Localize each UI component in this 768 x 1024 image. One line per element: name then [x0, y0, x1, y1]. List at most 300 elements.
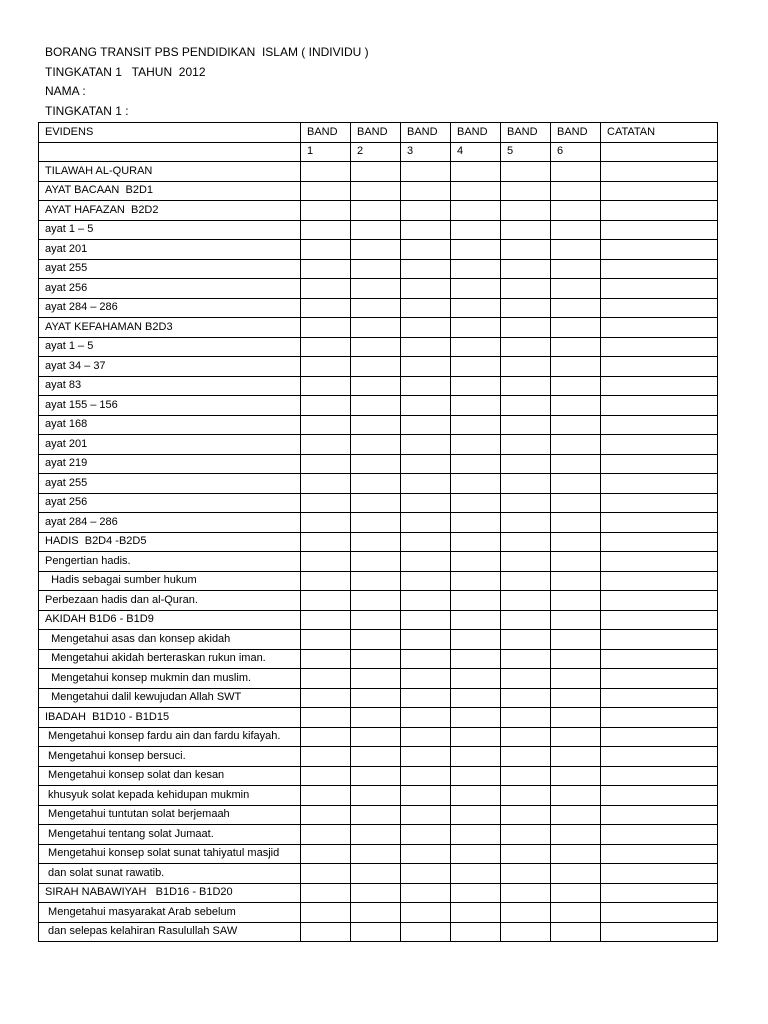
notes-cell[interactable]: [601, 162, 718, 182]
band-1-cell[interactable]: [301, 532, 351, 552]
band-3-cell[interactable]: [401, 883, 451, 903]
evidence-cell: ayat 201: [39, 240, 301, 260]
band-5-cell[interactable]: [501, 747, 551, 767]
band-1-cell[interactable]: [301, 552, 351, 572]
band-2-cell[interactable]: [351, 376, 401, 396]
band-number: 1: [301, 142, 351, 162]
band-1-cell[interactable]: [301, 903, 351, 923]
notes-cell[interactable]: [601, 727, 718, 747]
band-2-cell[interactable]: [351, 844, 401, 864]
band-4-cell[interactable]: [451, 318, 501, 338]
band-6-cell[interactable]: [551, 376, 601, 396]
band-3-cell[interactable]: [401, 357, 451, 377]
band-4-cell[interactable]: [451, 376, 501, 396]
band-6-cell[interactable]: [551, 766, 601, 786]
band-6-cell[interactable]: [551, 337, 601, 357]
band-4-cell[interactable]: [451, 688, 501, 708]
band-1-cell[interactable]: [301, 493, 351, 513]
band-2-cell[interactable]: [351, 571, 401, 591]
band-5-cell[interactable]: [501, 337, 551, 357]
band-2-cell[interactable]: [351, 864, 401, 884]
band-5-cell[interactable]: [501, 298, 551, 318]
band-5-cell[interactable]: [501, 591, 551, 611]
band-number: 3: [401, 142, 451, 162]
band-1-cell[interactable]: [301, 298, 351, 318]
band-6-cell[interactable]: [551, 591, 601, 611]
band-6-cell[interactable]: [551, 903, 601, 923]
band-3-cell[interactable]: [401, 201, 451, 221]
band-4-cell[interactable]: [451, 259, 501, 279]
band-2-cell[interactable]: [351, 181, 401, 201]
notes-cell[interactable]: [601, 220, 718, 240]
band-2-cell[interactable]: [351, 318, 401, 338]
band-5-cell[interactable]: [501, 786, 551, 806]
band-1-cell[interactable]: [301, 825, 351, 845]
notes-cell[interactable]: [601, 532, 718, 552]
band-1-cell[interactable]: [301, 786, 351, 806]
notes-cell[interactable]: [601, 747, 718, 767]
band-1-cell[interactable]: [301, 591, 351, 611]
notes-cell[interactable]: [601, 786, 718, 806]
band-2-cell[interactable]: [351, 474, 401, 494]
band-5-cell[interactable]: [501, 181, 551, 201]
band-3-cell[interactable]: [401, 474, 451, 494]
band-3-cell[interactable]: [401, 688, 451, 708]
notes-cell[interactable]: [601, 805, 718, 825]
notes-cell[interactable]: [601, 181, 718, 201]
band-3-cell[interactable]: [401, 220, 451, 240]
band-1-cell[interactable]: [301, 669, 351, 689]
band-2-cell[interactable]: [351, 162, 401, 182]
band-6-cell[interactable]: [551, 240, 601, 260]
band-2-cell[interactable]: [351, 532, 401, 552]
band-number: 2: [351, 142, 401, 162]
band-5-cell[interactable]: [501, 844, 551, 864]
band-2-cell[interactable]: [351, 747, 401, 767]
table-row: [39, 610, 718, 630]
band-1-cell[interactable]: [301, 337, 351, 357]
band-5-cell[interactable]: [501, 727, 551, 747]
band-2-cell[interactable]: [351, 220, 401, 240]
band-2-cell[interactable]: [351, 435, 401, 455]
band-3-cell[interactable]: [401, 649, 451, 669]
band-6-cell[interactable]: [551, 805, 601, 825]
band-5-cell[interactable]: [501, 649, 551, 669]
band-6-cell[interactable]: [551, 454, 601, 474]
band-5-cell[interactable]: [501, 162, 551, 182]
band-2-cell[interactable]: [351, 669, 401, 689]
notes-cell[interactable]: [601, 493, 718, 513]
evidence-cell: Mengetahui konsep fardu ain dan fardu kifayah.: [39, 727, 301, 747]
band-5-cell[interactable]: [501, 903, 551, 923]
band-3-cell[interactable]: [401, 396, 451, 416]
band-3-cell[interactable]: [401, 591, 451, 611]
band-1-cell[interactable]: [301, 415, 351, 435]
band-6-cell[interactable]: [551, 825, 601, 845]
band-4-cell[interactable]: [451, 298, 501, 318]
band-5-cell[interactable]: [501, 805, 551, 825]
band-4-cell[interactable]: [451, 708, 501, 728]
band-3-cell[interactable]: [401, 337, 451, 357]
band-2-cell[interactable]: [351, 805, 401, 825]
band-header: BAND: [451, 123, 501, 143]
notes-cell[interactable]: [601, 883, 718, 903]
band-2-cell[interactable]: [351, 688, 401, 708]
band-4-cell[interactable]: [451, 669, 501, 689]
band-5-cell[interactable]: [501, 708, 551, 728]
band-3-cell[interactable]: [401, 844, 451, 864]
band-6-cell[interactable]: [551, 493, 601, 513]
notes-cell[interactable]: [601, 669, 718, 689]
band-1-cell[interactable]: [301, 630, 351, 650]
table-row: [39, 591, 718, 611]
band-1-cell[interactable]: [301, 454, 351, 474]
band-3-cell[interactable]: [401, 825, 451, 845]
table-row: [39, 571, 718, 591]
band-3-cell[interactable]: [401, 571, 451, 591]
band-4-cell[interactable]: [451, 727, 501, 747]
band-2-cell[interactable]: [351, 337, 401, 357]
notes-cell[interactable]: [601, 844, 718, 864]
band-4-cell[interactable]: [451, 649, 501, 669]
band-5-cell[interactable]: [501, 610, 551, 630]
notes-cell[interactable]: [601, 649, 718, 669]
evidence-cell: Mengetahui asas dan konsep akidah: [39, 630, 301, 650]
band-2-cell[interactable]: [351, 786, 401, 806]
band-1-cell[interactable]: [301, 864, 351, 884]
band-6-cell[interactable]: [551, 357, 601, 377]
band-5-cell[interactable]: [501, 454, 551, 474]
band-5-cell[interactable]: [501, 201, 551, 221]
table-row: [39, 864, 718, 884]
band-5-cell[interactable]: [501, 630, 551, 650]
band-6-cell[interactable]: [551, 396, 601, 416]
band-6-cell[interactable]: [551, 259, 601, 279]
band-1-cell[interactable]: [301, 883, 351, 903]
band-2-cell[interactable]: [351, 883, 401, 903]
band-3-cell[interactable]: [401, 552, 451, 572]
band-6-cell[interactable]: [551, 669, 601, 689]
band-1-cell[interactable]: [301, 162, 351, 182]
band-4-cell[interactable]: [451, 357, 501, 377]
notes-cell[interactable]: [601, 318, 718, 338]
band-1-cell[interactable]: [301, 649, 351, 669]
notes-cell[interactable]: [601, 630, 718, 650]
band-4-cell[interactable]: [451, 591, 501, 611]
band-5-cell[interactable]: [501, 396, 551, 416]
band-1-cell[interactable]: [301, 747, 351, 767]
band-5-cell[interactable]: [501, 766, 551, 786]
band-4-cell[interactable]: [451, 552, 501, 572]
band-5-cell[interactable]: [501, 240, 551, 260]
band-3-cell[interactable]: [401, 415, 451, 435]
band-4-cell[interactable]: [451, 766, 501, 786]
band-4-cell[interactable]: [451, 844, 501, 864]
table-row: [39, 786, 718, 806]
band-1-cell[interactable]: [301, 474, 351, 494]
band-2-cell[interactable]: [351, 610, 401, 630]
band-5-cell[interactable]: [501, 435, 551, 455]
band-1-cell[interactable]: [301, 396, 351, 416]
band-1-cell[interactable]: [301, 220, 351, 240]
band-5-cell[interactable]: [501, 259, 551, 279]
band-3-cell[interactable]: [401, 903, 451, 923]
band-6-cell[interactable]: [551, 864, 601, 884]
band-4-cell[interactable]: [451, 474, 501, 494]
band-3-cell[interactable]: [401, 708, 451, 728]
band-4-cell[interactable]: [451, 279, 501, 299]
band-5-cell[interactable]: [501, 883, 551, 903]
band-3-cell[interactable]: [401, 786, 451, 806]
band-6-cell[interactable]: [551, 298, 601, 318]
band-6-cell[interactable]: [551, 318, 601, 338]
band-3-cell[interactable]: [401, 610, 451, 630]
band-2-cell[interactable]: [351, 708, 401, 728]
band-4-cell[interactable]: [451, 337, 501, 357]
band-4-cell[interactable]: [451, 825, 501, 845]
band-1-cell[interactable]: [301, 240, 351, 260]
band-6-cell[interactable]: [551, 552, 601, 572]
band-4-cell[interactable]: [451, 805, 501, 825]
band-1-cell[interactable]: [301, 727, 351, 747]
band-1-cell[interactable]: [301, 766, 351, 786]
notes-cell[interactable]: [601, 591, 718, 611]
band-4-cell[interactable]: [451, 396, 501, 416]
band-2-cell[interactable]: [351, 454, 401, 474]
band-3-cell[interactable]: [401, 513, 451, 533]
band-2-cell[interactable]: [351, 630, 401, 650]
band-4-cell[interactable]: [451, 883, 501, 903]
band-6-cell[interactable]: [551, 474, 601, 494]
band-1-cell[interactable]: [301, 805, 351, 825]
table-row: [39, 376, 718, 396]
band-3-cell[interactable]: [401, 766, 451, 786]
band-1-cell[interactable]: [301, 708, 351, 728]
band-2-cell[interactable]: [351, 766, 401, 786]
band-4-cell[interactable]: [451, 435, 501, 455]
band-5-cell[interactable]: [501, 318, 551, 338]
band-2-cell[interactable]: [351, 279, 401, 299]
band-5-cell[interactable]: [501, 532, 551, 552]
band-4-cell[interactable]: [451, 220, 501, 240]
band-4-cell[interactable]: [451, 864, 501, 884]
band-6-cell[interactable]: [551, 883, 601, 903]
notes-cell[interactable]: [601, 201, 718, 221]
band-4-cell[interactable]: [451, 181, 501, 201]
band-5-cell[interactable]: [501, 376, 551, 396]
band-5-cell[interactable]: [501, 357, 551, 377]
notes-cell[interactable]: [601, 279, 718, 299]
band-6-cell[interactable]: [551, 181, 601, 201]
notes-cell[interactable]: [601, 708, 718, 728]
notes-cell[interactable]: [601, 922, 718, 942]
band-3-cell[interactable]: [401, 727, 451, 747]
band-5-cell[interactable]: [501, 474, 551, 494]
band-3-cell[interactable]: [401, 493, 451, 513]
notes-cell[interactable]: [601, 337, 718, 357]
band-number: 4: [451, 142, 501, 162]
band-3-cell[interactable]: [401, 240, 451, 260]
band-4-cell[interactable]: [451, 747, 501, 767]
band-1-cell[interactable]: [301, 376, 351, 396]
band-6-cell[interactable]: [551, 708, 601, 728]
band-1-cell[interactable]: [301, 357, 351, 377]
notes-cell[interactable]: [601, 474, 718, 494]
band-2-cell[interactable]: [351, 649, 401, 669]
band-4-cell[interactable]: [451, 903, 501, 923]
notes-cell[interactable]: [601, 903, 718, 923]
band-3-cell[interactable]: [401, 279, 451, 299]
band-6-cell[interactable]: [551, 415, 601, 435]
band-1-cell[interactable]: [301, 844, 351, 864]
band-5-cell[interactable]: [501, 513, 551, 533]
notes-cell[interactable]: [601, 571, 718, 591]
band-6-cell[interactable]: [551, 532, 601, 552]
band-6-cell[interactable]: [551, 279, 601, 299]
band-2-cell[interactable]: [351, 415, 401, 435]
band-2-cell[interactable]: [351, 396, 401, 416]
band-1-cell[interactable]: [301, 259, 351, 279]
band-6-cell[interactable]: [551, 786, 601, 806]
band-4-cell[interactable]: [451, 610, 501, 630]
band-2-cell[interactable]: [351, 357, 401, 377]
notes-cell[interactable]: [601, 766, 718, 786]
notes-cell[interactable]: [601, 454, 718, 474]
band-3-cell[interactable]: [401, 376, 451, 396]
band-1-cell[interactable]: [301, 688, 351, 708]
band-4-cell[interactable]: [451, 786, 501, 806]
band-4-cell[interactable]: [451, 454, 501, 474]
band-1-cell[interactable]: [301, 279, 351, 299]
band-4-cell[interactable]: [451, 493, 501, 513]
notes-cell[interactable]: [601, 552, 718, 572]
band-5-cell[interactable]: [501, 571, 551, 591]
band-1-cell[interactable]: [301, 513, 351, 533]
band-3-cell[interactable]: [401, 532, 451, 552]
band-5-cell[interactable]: [501, 922, 551, 942]
evidence-cell: Perbezaan hadis dan al-Quran.: [39, 591, 301, 611]
band-1-cell[interactable]: [301, 571, 351, 591]
band-5-cell[interactable]: [501, 220, 551, 240]
band-5-cell[interactable]: [501, 864, 551, 884]
band-3-cell[interactable]: [401, 864, 451, 884]
band-4-cell[interactable]: [451, 415, 501, 435]
band-3-cell[interactable]: [401, 805, 451, 825]
band-6-cell[interactable]: [551, 688, 601, 708]
band-6-cell[interactable]: [551, 513, 601, 533]
band-4-cell[interactable]: [451, 922, 501, 942]
notes-cell[interactable]: [601, 435, 718, 455]
band-3-cell[interactable]: [401, 181, 451, 201]
notes-cell[interactable]: [601, 396, 718, 416]
band-5-cell[interactable]: [501, 688, 551, 708]
notes-cell[interactable]: [601, 513, 718, 533]
band-5-cell[interactable]: [501, 825, 551, 845]
band-3-cell[interactable]: [401, 435, 451, 455]
form-header: [45, 43, 369, 121]
notes-cell[interactable]: [601, 825, 718, 845]
band-6-cell[interactable]: [551, 727, 601, 747]
band-6-cell[interactable]: [551, 649, 601, 669]
notes-cell[interactable]: [601, 298, 718, 318]
band-3-cell[interactable]: [401, 630, 451, 650]
band-6-cell[interactable]: [551, 435, 601, 455]
band-5-cell[interactable]: [501, 415, 551, 435]
band-5-cell[interactable]: [501, 552, 551, 572]
band-6-cell[interactable]: [551, 162, 601, 182]
band-1-cell[interactable]: [301, 610, 351, 630]
band-2-cell[interactable]: [351, 591, 401, 611]
table-row: [39, 415, 718, 435]
band-1-cell[interactable]: [301, 318, 351, 338]
band-3-cell[interactable]: [401, 298, 451, 318]
band-1-cell[interactable]: [301, 181, 351, 201]
band-2-cell[interactable]: [351, 727, 401, 747]
notes-cell[interactable]: [601, 259, 718, 279]
band-3-cell[interactable]: [401, 454, 451, 474]
notes-cell[interactable]: [601, 240, 718, 260]
evidence-cell: TILAWAH AL-QURAN: [39, 162, 301, 182]
band-6-cell[interactable]: [551, 747, 601, 767]
band-6-cell[interactable]: [551, 630, 601, 650]
band-4-cell[interactable]: [451, 513, 501, 533]
band-5-cell[interactable]: [501, 669, 551, 689]
band-3-cell[interactable]: [401, 162, 451, 182]
band-3-cell[interactable]: [401, 318, 451, 338]
band-2-cell[interactable]: [351, 552, 401, 572]
band-2-cell[interactable]: [351, 201, 401, 221]
notes-cell[interactable]: [601, 376, 718, 396]
table-row: [39, 630, 718, 650]
notes-cell[interactable]: [601, 688, 718, 708]
notes-cell[interactable]: [601, 357, 718, 377]
band-2-cell[interactable]: [351, 240, 401, 260]
band-1-cell[interactable]: [301, 922, 351, 942]
notes-cell[interactable]: [601, 610, 718, 630]
band-4-cell[interactable]: [451, 532, 501, 552]
band-1-cell[interactable]: [301, 201, 351, 221]
band-6-cell[interactable]: [551, 922, 601, 942]
band-2-cell[interactable]: [351, 298, 401, 318]
band-1-cell[interactable]: [301, 435, 351, 455]
evidence-cell: ayat 201: [39, 435, 301, 455]
band-5-cell[interactable]: [501, 279, 551, 299]
band-2-cell[interactable]: [351, 513, 401, 533]
band-2-cell[interactable]: [351, 493, 401, 513]
band-6-cell[interactable]: [551, 571, 601, 591]
band-3-cell[interactable]: [401, 669, 451, 689]
band-2-cell[interactable]: [351, 259, 401, 279]
band-4-cell[interactable]: [451, 201, 501, 221]
band-3-cell[interactable]: [401, 259, 451, 279]
band-6-cell[interactable]: [551, 220, 601, 240]
band-6-cell[interactable]: [551, 844, 601, 864]
band-4-cell[interactable]: [451, 240, 501, 260]
band-4-cell[interactable]: [451, 630, 501, 650]
band-6-cell[interactable]: [551, 610, 601, 630]
band-3-cell[interactable]: [401, 747, 451, 767]
band-6-cell[interactable]: [551, 201, 601, 221]
band-4-cell[interactable]: [451, 571, 501, 591]
band-3-cell[interactable]: [401, 922, 451, 942]
band-2-cell[interactable]: [351, 825, 401, 845]
band-2-cell[interactable]: [351, 922, 401, 942]
band-4-cell[interactable]: [451, 162, 501, 182]
notes-cell[interactable]: [601, 415, 718, 435]
notes-cell[interactable]: [601, 864, 718, 884]
band-5-cell[interactable]: [501, 493, 551, 513]
band-2-cell[interactable]: [351, 903, 401, 923]
